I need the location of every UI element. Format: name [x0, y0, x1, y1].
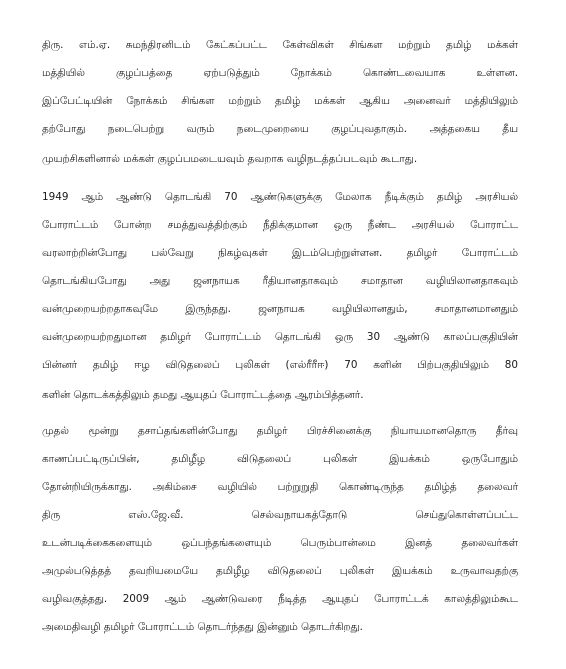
text-line: வழிவகுத்தது. 2009 ஆம் ஆண்டுவரை நீடித்த ஆயுதப் போராட்டக் காலத்திலும்கூட: [42, 593, 518, 605]
text-line: வன்முறையற்றதுமான தமிழர் போராட்டம் தொடங்கி ஒரு 30 ஆண்டு காலப்பகுதியின்: [42, 331, 518, 343]
text-line: தொடங்கியபோது அது ஜனநாயக ரீதியானதாகவும் சமாதான வழியிலானதாகவும்: [42, 275, 518, 287]
text-line: வரலாற்றின்போது பல்வேறு நிகழ்வுகள் இடம்பெற்றுள்ளன. தமிழர் போராட்டம்: [42, 247, 518, 259]
text-line: 1949 ஆம் ஆண்டு தொடங்கி 70 ஆண்டுகளுக்கு மேலாக நீடிக்கும் தமிழ் அரசியல்: [42, 191, 518, 203]
text-line: தோன்றியிருக்காது. அகிம்சை வழியில் பற்றுறுதி கொண்டிருந்த தமிழ்த் தலைவர்: [42, 481, 518, 493]
text-line: காணப்பட்டிருப்பின், தமிழீழ விடுதலைப் புலிகள் இயக்கம் ஒருபோதும்: [42, 453, 518, 465]
text-line: மத்தியில் குழப்பத்தை ஏற்படுத்தும் நோக்கம் கொண்டவையாக உள்ளன.: [42, 67, 518, 79]
text-line: உடன்படிக்கைகளையும் ஒப்பந்தங்களையும் பெரும்பான்மை இனத் தலைவர்கள்: [42, 537, 518, 549]
text-line: திரு. எம்.ஏ. சுமந்திரனிடம் கேட்கப்பட்ட கேள்விகள் சிங்கள மற்றும் தமிழ் மக்கள்: [42, 39, 518, 51]
text-line: அமைதிவழி தமிழர் போராட்டம் தொடர்ந்தது இன்னும் தொடர்கிறது.: [42, 621, 363, 633]
text-line: போராட்டம் போன்ற சமத்துவத்திற்கும் நீதிக்குமான ஒரு நீண்ட அரசியல் போராட்ட: [42, 219, 518, 231]
text-line: இப்பேட்டியின் நோக்கம் சிங்கள மற்றும் தமிழ் மக்கள் ஆகிய அனைவர் மத்தியிலும்: [42, 95, 518, 107]
text-line: வன்முறையற்றதாகவுமே இருந்தது. ஜனநாயக வழியிலானதும், சமாதானமானதும்: [42, 303, 518, 315]
text-line: பின்னர் தமிழ் ஈழ விடுதலைப் புலிகள் (எல்ரீரீஈ) 70 களின் பிற்பகுதியிலும் 80: [42, 359, 518, 371]
text-line: தற்போது நடைபெற்று வரும் நடைமுறையை குழப்புவதாகும். அத்தகைய தீய: [42, 123, 518, 135]
text-line: திரு எஸ்.ஜே.வீ. செல்வநாயகத்தோடு செய்துகொள்ளப்பட்ட: [42, 509, 518, 521]
text-line: முயற்சிகளினால் மக்கள் குழப்பமடையவும் தவறாக வழிநடத்தப்படவும் கூடாது.: [42, 153, 418, 165]
text-line: முதல் மூன்று தசாப்தங்களின்போது தமிழர் பிரச்சினைக்கு நியாயமானதொரு தீர்வு: [42, 425, 518, 437]
text-line: களின் தொடக்கத்திலும் தமது ஆயுதப் போராட்டத்தை ஆரம்பித்தனர்.: [42, 389, 364, 401]
text-line: அமுல்படுத்தத் தவறியமையே தமிழீழ விடுதலைப் புலிகள் இயக்கம் உருவாவதற்கு: [42, 565, 518, 577]
